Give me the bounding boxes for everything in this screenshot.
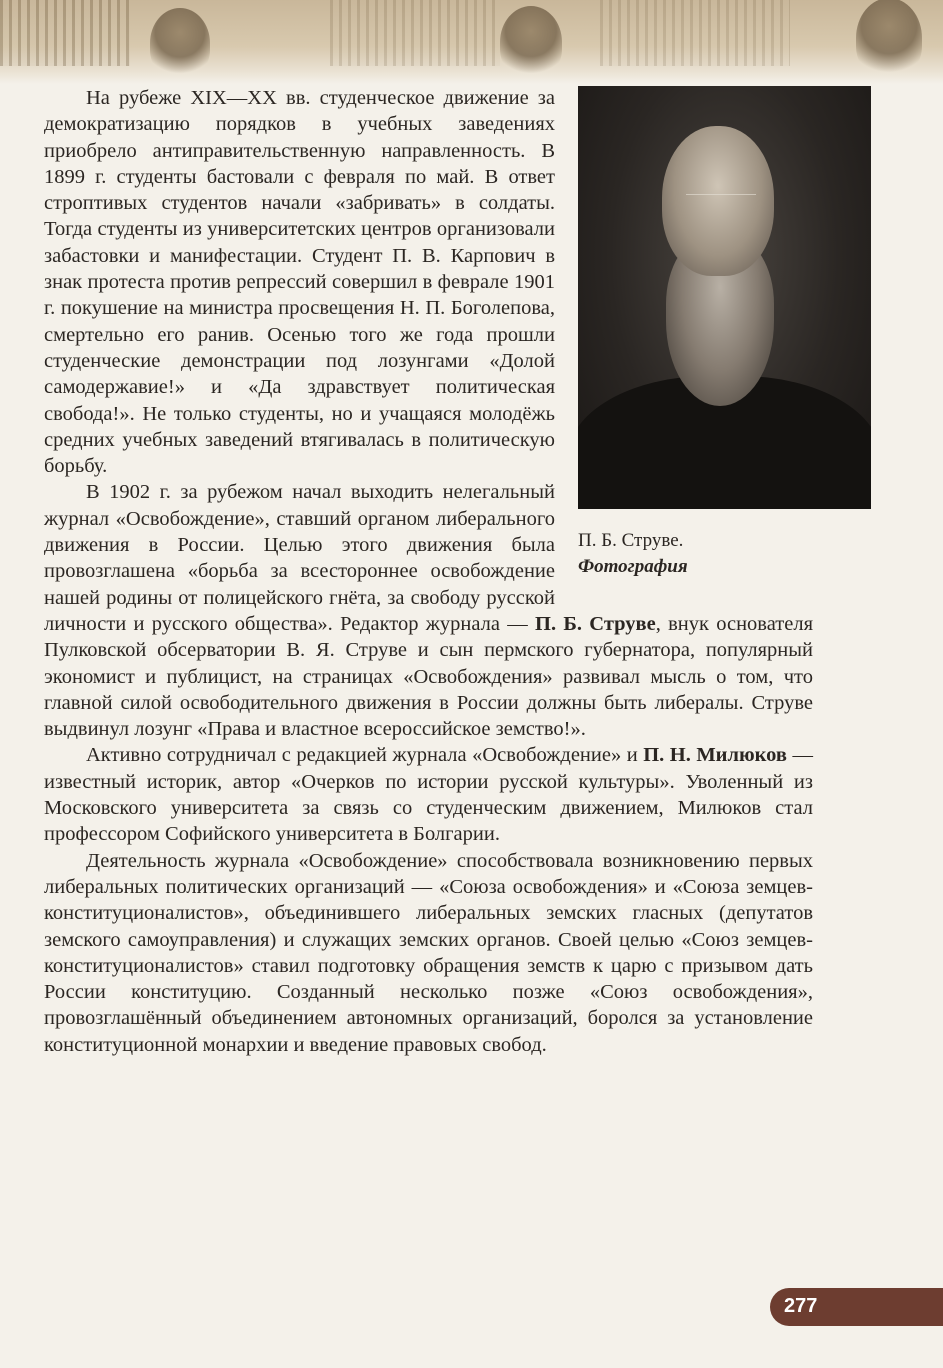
paragraph-4 [44, 848, 813, 1058]
main-text [44, 85, 813, 1058]
paragraph-1-text: На рубеже XIX—XX вв. студенческое движение за демократизацию порядков в учебных заведениях приобрело антиправительственную направленность. В 1899 г. студенты бастовали с февраля по май. В ответ строптивых студентов начали «забривать» в солдаты. Тогда студенты из университетских центров организовали забастовки и манифестации. Студент П. В. Карпович в знак протеста против репрессий совершил в феврале 1901 г. покушение на министра просвещения Н. П. Боголепова, смертельно его ранив. Осенью того же года прошли студенческие демонстрации под лозунгами «Долой самодержавие!» и «Да здравствует политическая свобода!». Не только студенты, но и учащаяся молодёжь средних учебных заведений втягивалась в политическую борьбу. [44, 87, 555, 478]
banner-portrait-2 [500, 6, 562, 78]
caption-name: П. Б. Струве. [578, 530, 684, 551]
paragraph-2-text-b: , внук основателя Пулковской обсерватории В. Я. Струве и сын пермского губернатора, популярный экономист и публицист, на страницах «Освобождения» развивал мысль о том, что главной силой освободительного движения в России должны быть либералы. Струве выдвинул лозунг «Права и властное всероссийское земство!». [44, 612, 814, 741]
milyukov-name: П. Н. Милюков [643, 744, 787, 767]
banner-engraving-right [600, 0, 790, 66]
paragraph-3-text-a: Активно сотрудничал с редакцией журнала «Освобождение» и [86, 744, 644, 767]
caption-kind: Фотография [578, 556, 688, 577]
banner-portrait-3 [856, 0, 922, 78]
banner-portrait-1 [150, 8, 210, 78]
banner-engraving-middle [330, 0, 500, 66]
paragraph-2-text-a: В 1902 г. за рубежом начал выходить нелегальный журнал «Освобождение», ставший органом либерального движения в России. Целью этого движения была провозглашена «борьба за всестороннее освобождение нашей родины от полицейского гнёта, за свободу русской личности и русского общества». Редактор журнала — [44, 481, 555, 635]
photo-float-spacer [555, 85, 813, 597]
decorative-header-banner [0, 0, 943, 84]
page-number: 277 [784, 1295, 818, 1317]
paragraph-3-text-b: — известный историк, автор «Очерков по истории русской культуры». Уволенный из Московского университета за связь со студенческим движением, Милюков стал профессором Софийского университета в Болгарии. [44, 744, 813, 846]
page-number-tab [770, 1288, 943, 1326]
paragraph-4-text: Деятельность журнала «Освобождение» способствовала возникновению первых либеральных политических организаций — «Союза освобождения» и «Союза земцев-конституционалистов», объединившего либеральных земских гласных (депутатов земского самоуправления) и служащих земских органов. Своей целью «Союз земцев-конституционалистов» ставил подготовку обращения земств к царю с призывом дать России конституцию. Созданный несколько позже «Союз освобождения», провозглашённый объединением автономных организаций, боролся за установление конституционной монархии и введение правовых свобод. [44, 849, 813, 1056]
paragraph-3 [44, 742, 813, 847]
struve-name: П. Б. Струве [535, 612, 656, 635]
banner-engraving-left [0, 0, 130, 66]
